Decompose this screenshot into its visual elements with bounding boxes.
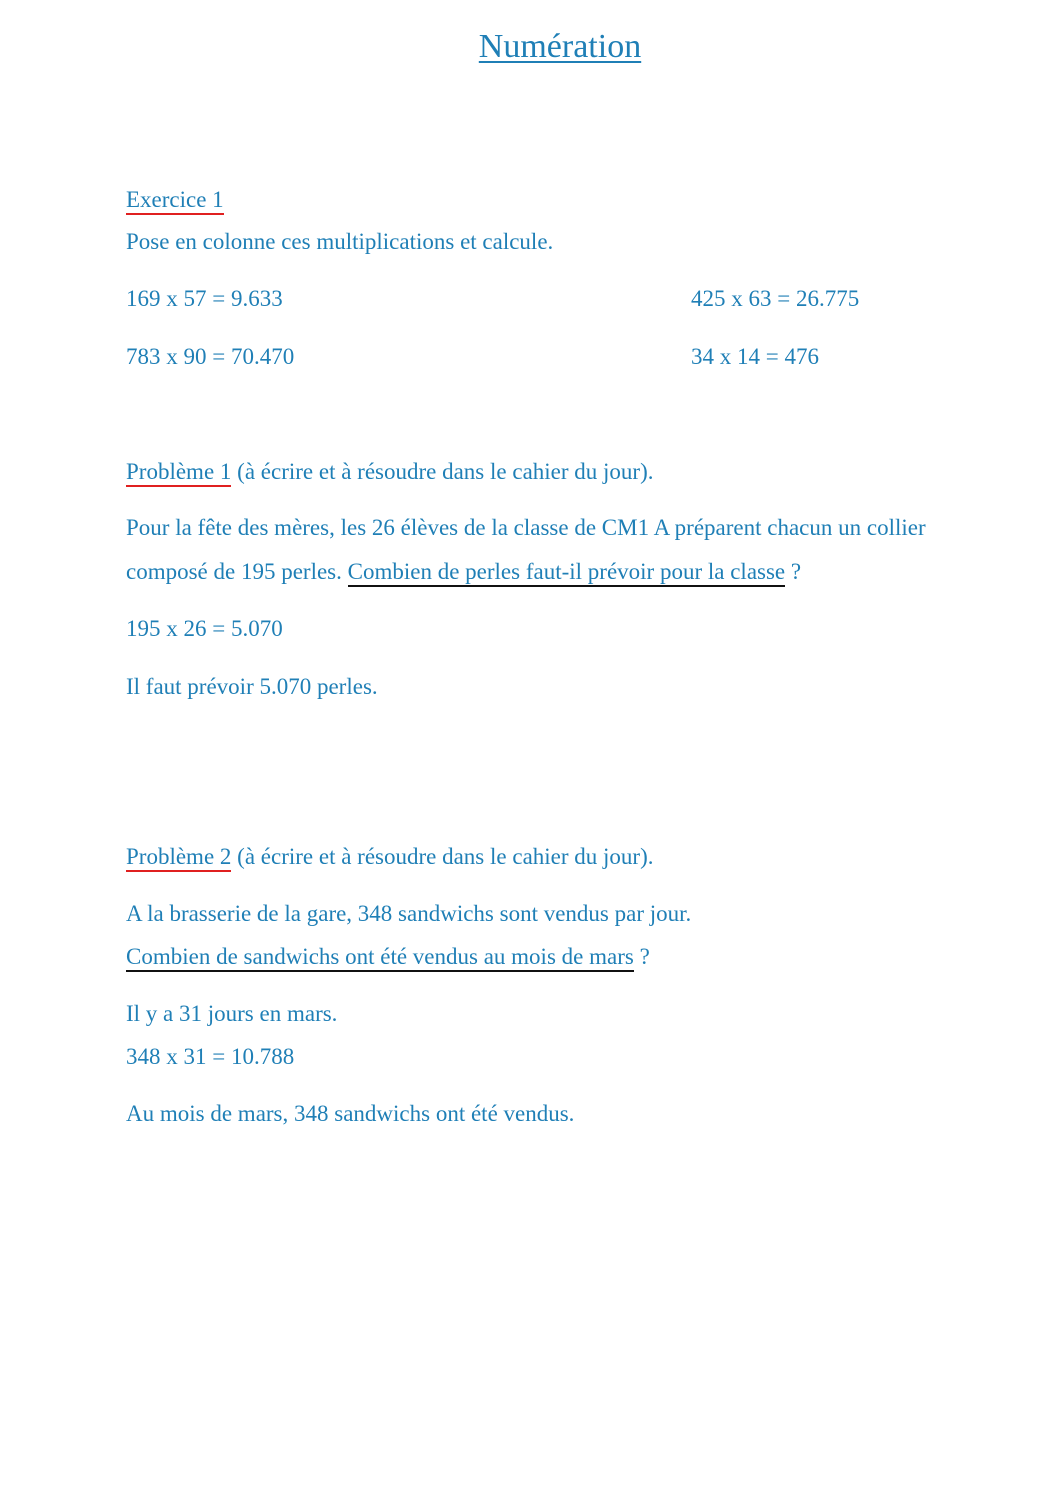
probleme2-heading-rest: (à écrire et à résoudre dans le cahier du jour). — [231, 844, 654, 869]
probleme1-text-start: composé de 195 perles. — [126, 559, 348, 584]
operation-4: 34 x 14 = 476 — [691, 344, 819, 369]
probleme1-text-line2 — [126, 560, 801, 583]
probleme2-heading-label: Problème 2 — [126, 844, 231, 872]
probleme1-text-line1: Pour la fête des mères, les 26 élèves de la classe de CM1 A préparent chacun un collier — [126, 515, 926, 540]
probleme1-calc: 195 x 26 = 5.070 — [126, 616, 283, 641]
probleme1-question-end: ? — [785, 559, 802, 584]
exercice1-instruction: Pose en colonne ces multiplications et calcule. — [126, 229, 554, 254]
probleme1-question: Combien de perles faut-il prévoir pour la classe — [348, 559, 786, 587]
operation-3: 783 x 90 = 70.470 — [126, 344, 295, 369]
probleme2-question: Combien de sandwichs ont été vendus au mois de mars — [126, 944, 634, 972]
probleme2-calc: 348 x 31 = 10.788 — [126, 1044, 295, 1069]
probleme2-question-line — [126, 945, 650, 968]
exercice1-heading — [126, 188, 224, 211]
probleme1-heading-rest: (à écrire et à résoudre dans le cahier du jour). — [231, 459, 654, 484]
probleme1-answer: Il faut prévoir 5.070 perles. — [126, 674, 378, 699]
probleme2-answer: Au mois de mars, 348 sandwichs ont été vendus. — [126, 1101, 575, 1126]
probleme2-info: Il y a 31 jours en mars. — [126, 1001, 338, 1026]
exercice1-heading-label: Exercice 1 — [126, 187, 224, 215]
operation-1: 169 x 57 = 9.633 — [126, 286, 283, 311]
probleme1-heading — [126, 460, 654, 483]
probleme2-text-line1: A la brasserie de la gare, 348 sandwichs sont vendus par jour. — [126, 901, 692, 926]
probleme2-heading — [126, 845, 654, 868]
probleme2-question-end: ? — [633, 944, 650, 969]
page-title: Numération — [478, 28, 642, 65]
probleme1-heading-label: Problème 1 — [126, 459, 231, 487]
operation-2: 425 x 63 = 26.775 — [691, 286, 860, 311]
